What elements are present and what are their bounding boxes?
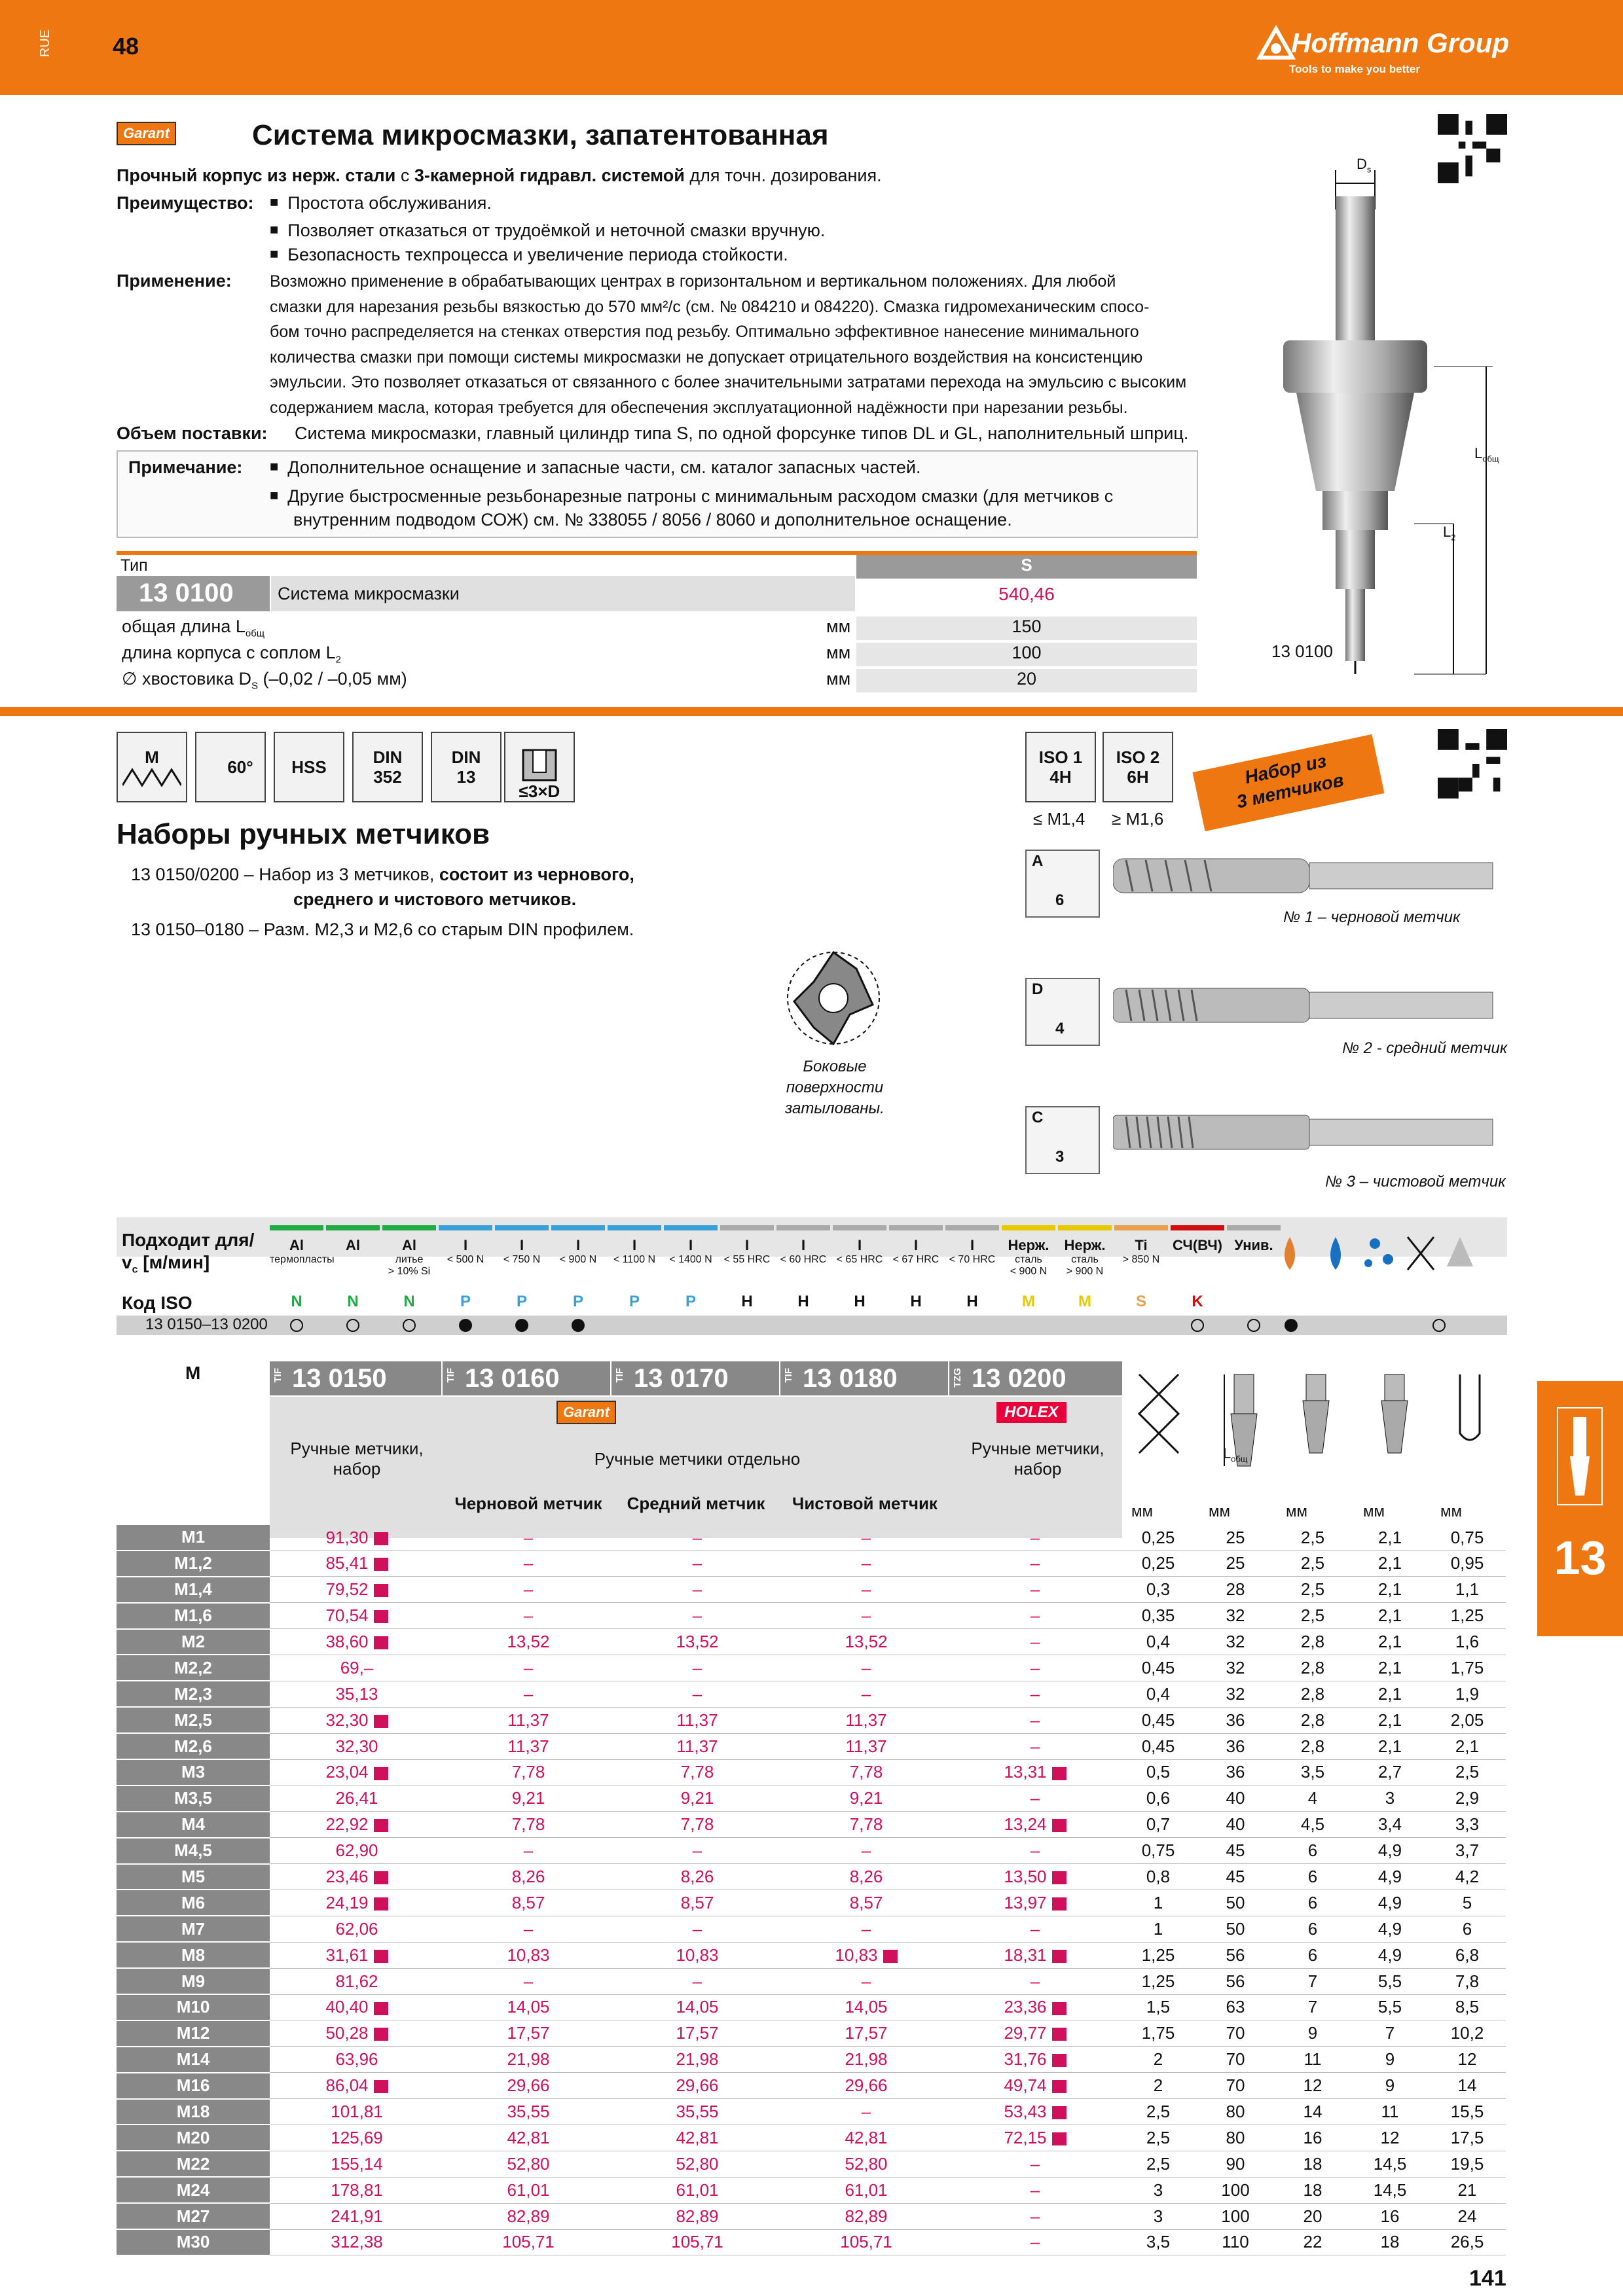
tap-cross-section-figure	[771, 942, 896, 1054]
iso-code: H	[741, 1293, 753, 1310]
thread-size: M22	[117, 2151, 270, 2177]
section1-lead: Прочный корпус из нерж. стали с 3-камерной гидравл. системой для точн. дозирования.	[117, 166, 882, 185]
chapter-tab[interactable]	[1537, 1381, 1623, 1636]
material-column: I < 65 HRC	[833, 1225, 886, 1296]
iso1-tolerance-icon: ISO 1 4H	[1025, 732, 1096, 802]
application-text: Возможно применение в обрабатывающих центрах в горизонтальном и вертикальном положениях. Для любой смазки для нарезания резьбы вязкостью до 570 мм²/с (см. № 084210 и 084220). Смазка гидромеханическим спосо- бом точно распределяется на стенках отверстия под резьбу. Оптимально эффективное нанесение минимального количества смазки при помощи системы микросмазки не допускает отрицательного воздействия на консистенцию эмульсии. Это позволяет отказаться от связанного с более значительными затратами перехода на эмульсию с высоким содержанием масла, которая требуется для обеспечения эксплуатационной надёжности при нарезании резьбы.	[270, 272, 1187, 417]
suitability-dot	[515, 1319, 528, 1332]
application-label: Применение:	[117, 271, 232, 291]
spec-type-row: Тип S	[117, 551, 1197, 579]
iso-code: S	[1135, 1293, 1146, 1310]
suitability-dot	[290, 1319, 303, 1332]
tap-chapter-icon	[1557, 1407, 1603, 1505]
thread-size: M16	[117, 2073, 270, 2099]
note-item: ■ Другие быстросменные резьбонарезные патроны с минимальным расходом смазки (для метчиков с	[270, 484, 1113, 509]
thread-size: M3	[117, 1759, 270, 1785]
table-row: M14 63,96 21,98 21,98 21,98 31,76 2 70 11 9 12	[117, 2047, 1506, 2073]
tap-form-a-box: A 6	[1025, 850, 1100, 918]
holex-logo: HOLEX	[996, 1402, 1067, 1423]
thread-size: M8	[117, 1942, 270, 1968]
table-row: M27 241,91 82,89 82,89 82,89 – 3 100 20 16 24	[117, 2203, 1506, 2229]
advantage-item: ■ Позволяет отказаться от трудоёмкой и неточной смазки вручную.	[270, 219, 825, 243]
thread-size: M2,5	[117, 1707, 270, 1733]
lubricant-icons	[1277, 1230, 1473, 1276]
dimension-icons	[1126, 1361, 1512, 1492]
finish-header: Чистовой метчик	[792, 1494, 938, 1513]
iso-code: H	[797, 1293, 809, 1310]
iso-code: M	[1022, 1293, 1035, 1310]
material-column: I < 500 N	[439, 1225, 492, 1296]
table-row: M6 24,19 8,57 8,57 8,57 13,97 1 50 6 4,9 5	[117, 1890, 1506, 1916]
dim-l2-label: $L_2$	[1443, 524, 1456, 543]
page-number-right: 141	[1469, 2266, 1506, 2291]
advantage-item: ■ Безопасность техпроцесса и увеличение периода стойкости.	[270, 243, 788, 268]
note-item: ■ Дополнительное оснащение и запасные части, см. каталог запасных частей.	[270, 456, 921, 480]
table-row: M12 50,28 17,57 17,57 17,57 29,77 1,75 70 9 7 10,2	[117, 2020, 1506, 2047]
material-column: Ti > 850 N	[1114, 1225, 1168, 1296]
table-row: M4,5 62,90 – – – – 0,75 45 6 4,9 3,7	[117, 1838, 1506, 1864]
iso2-range: ≥ M1,6	[1112, 809, 1164, 829]
section1-title: Система микросмазки, запатентованная	[252, 119, 829, 151]
suitability-dot	[1191, 1319, 1204, 1332]
din-13-icon: DIN 13	[431, 732, 501, 802]
note-item-cont: внутренним подводом СОЖ) см. № 338055 / 8056 / 8060 и дополнительное оснащение.	[293, 510, 1012, 529]
advantage-item: ■ Простота обслуживания.	[270, 191, 492, 216]
thread-angle-icon: 60°	[195, 732, 266, 802]
lubricant-dot	[1432, 1319, 1446, 1332]
material-column: I < 55 HRC	[720, 1225, 774, 1296]
table-m-header: M	[185, 1363, 201, 1383]
dim-lobsch-label: $L_{общ}$	[1474, 445, 1499, 464]
qr-code-icon[interactable]	[1438, 114, 1507, 183]
thread-size: M24	[117, 2177, 270, 2203]
thread-size: M2	[117, 1629, 270, 1655]
holex-set-header: Ручные метчики, набор	[971, 1439, 1104, 1479]
spec-code-cell: 13 0100	[117, 576, 270, 611]
garant-logo: Garant	[556, 1401, 616, 1424]
material-column: СЧ(ВЧ)	[1171, 1225, 1224, 1296]
table-row: M22 155,14 52,80 52,80 52,80 – 2,5 90 18 14,5 19,5	[117, 2151, 1506, 2177]
spec-price: 540,46	[998, 584, 1055, 604]
brand-name: Hoffmann Group	[1291, 27, 1509, 58]
material-column: I < 900 N	[551, 1225, 605, 1296]
advantage-label: Преимущество:	[117, 193, 254, 213]
material-column: Al термопласты	[270, 1225, 323, 1296]
table-row: M30 312,38 105,71 105,71 105,71 – 3,5 110 22 18 26,5	[117, 2229, 1506, 2255]
material-column: Нерж. сталь < 900 N	[1002, 1225, 1055, 1296]
table-row: M5 23,46 8,26 8,26 8,26 13,50 0,8 45 6 4,9 4,2	[117, 1864, 1506, 1890]
scope-label: Объем поставки:	[117, 423, 268, 443]
figure-code-label: 13 0100	[1271, 641, 1333, 661]
units-row: мм мм мм мм мм	[1131, 1503, 1462, 1520]
tap-2-caption: № 2 - средний метчик	[1342, 1039, 1508, 1057]
material-column: Нерж. сталь > 900 N	[1058, 1225, 1112, 1296]
iso-code: N	[347, 1293, 359, 1310]
thread-size: M27	[117, 2203, 270, 2229]
table-row: M3,5 26,41 9,21 9,21 9,21 – 0,6 40 4 3 2,9	[117, 1785, 1506, 1812]
tap-form-d-box: D 4	[1025, 978, 1100, 1046]
table-row: M1,6 70,54 – – – – 0,35 32 2,5 2,1 1,25	[117, 1603, 1506, 1629]
suitability-dot	[572, 1319, 585, 1332]
table-row: M2 38,60 13,52 13,52 13,52 – 0,4 32 2,8 2,1 1,6	[117, 1629, 1506, 1655]
material-column: I < 1100 N	[608, 1225, 661, 1296]
section2-title: Наборы ручных метчиков	[117, 818, 490, 850]
table-row: M24 178,81 61,01 61,01 61,01 – 3 100 18 14,5 21	[117, 2177, 1506, 2203]
tap-intermediate-image	[1113, 978, 1506, 1030]
table-row: M1,4 79,52 – – – – 0,3 28 2,5 2,1 1,1	[117, 1577, 1506, 1603]
material-column: Унив.	[1227, 1225, 1281, 1296]
material-column: Al литье > 10% Si	[382, 1225, 436, 1296]
thread-size: M4,5	[117, 1838, 270, 1864]
article-code-header: TIF 13 0160	[443, 1361, 610, 1395]
set-line-1-cont: среднего и чистового метчиков.	[293, 889, 577, 909]
chapter-number: 13	[1554, 1532, 1607, 1585]
iso-code: N	[403, 1293, 415, 1310]
thread-size: M5	[117, 1864, 270, 1890]
article-code-header: TZG 13 0200	[949, 1361, 1122, 1395]
thread-size: M4	[117, 1812, 270, 1838]
dim-ds-label: $D_s$	[1357, 156, 1372, 175]
table-row: M8 31,61 10,83 10,83 10,83 18,31 1,25 56 6 4,9 6,8	[117, 1942, 1506, 1968]
single-header: Ручные метчики отдельно	[594, 1449, 801, 1469]
article-code-header: TIF 13 0170	[611, 1361, 779, 1395]
iso-code: N	[291, 1293, 302, 1310]
materials-label: Подходит для/ $v_c$ [м/мин]	[122, 1230, 255, 1276]
scope-text: Система микросмазки, главный цилиндр типа S, по одной форсунке типов DL и GL, наполнительный шприц.	[295, 423, 1189, 443]
table-row: M2,3 35,13 – – – – 0,4 32 2,8 2,1 1,9	[117, 1681, 1506, 1707]
table-row: M7 62,06 – – – – 1 50 6 4,9 6	[117, 1916, 1506, 1942]
thread-size: M10	[117, 1994, 270, 2020]
iso-code	[1227, 1293, 1281, 1315]
thread-size: M2,2	[117, 1655, 270, 1681]
thread-size: M1	[117, 1525, 270, 1551]
iso-code: H	[966, 1293, 978, 1310]
garant-logo: Garant	[117, 122, 176, 145]
material-column: I < 60 HRC	[776, 1225, 830, 1296]
iso-code: P	[572, 1293, 583, 1310]
thread-size: M18	[117, 2099, 270, 2125]
table-row: M16 86,04 29,66 29,66 29,66 49,74 2 70 12 9 14	[117, 2073, 1506, 2099]
article-code-header: TIF 13 0180	[780, 1361, 948, 1395]
suitability-dot	[346, 1319, 359, 1332]
tap-3-caption: № 3 – чистовой метчик	[1325, 1173, 1506, 1191]
hoffmann-logo-icon	[1256, 25, 1296, 62]
iso-code: P	[629, 1293, 640, 1310]
table-row: M1 91,30 – – – – 0,25 25 2,5 2,1 0,75	[117, 1525, 1506, 1551]
lobsch-label: $L_{общ}$	[1223, 1445, 1248, 1464]
table-row: M9 81,62 – – – – 1,25 56 7 5,5 7,8	[117, 1968, 1506, 1994]
spec-row-length: общая длина $L_{общ}$ мм 150	[117, 614, 1197, 640]
rough-header: Черновой метчик	[454, 1494, 602, 1513]
table-row: M18 101,81 35,55 35,55 – 53,43 2,5 80 14 11 15,5	[117, 2099, 1506, 2125]
material-column: I < 1400 N	[664, 1225, 718, 1296]
spec-code-row: 13 0100 Система микросмазки 540,46	[117, 576, 1197, 611]
iso-code: P	[685, 1293, 696, 1310]
iso-code: P	[460, 1293, 471, 1310]
table-row: M2,2 69,– – – – – 0,45 32 2,8 2,1 1,75	[117, 1655, 1506, 1681]
spec-row-shank: ∅ хвостовика $D_S$ (–0,02 / –0,05 мм) мм 20	[117, 666, 1197, 692]
thread-size: M30	[117, 2229, 270, 2255]
range-row: 13 0150–13 0200	[117, 1316, 1507, 1335]
material-column: I < 750 N	[495, 1225, 549, 1296]
tap-roughing-image	[1113, 848, 1506, 901]
iso-code: P	[516, 1293, 527, 1310]
iso-code: H	[854, 1293, 866, 1310]
lubricant-dot	[1285, 1319, 1298, 1332]
suitability-dot	[1247, 1319, 1260, 1332]
thread-size: M12	[117, 2020, 270, 2047]
table-row: M4 22,92 7,78 7,78 7,78 13,24 0,7 40 4,5 3,4 3,3	[117, 1812, 1506, 1838]
iso-code: K	[1192, 1293, 1203, 1310]
table-row: M10 40,40 14,05 14,05 14,05 23,36 1,5 63 7 5,5 8,5	[117, 1994, 1506, 2020]
set-header: Ручные метчики, набор	[290, 1439, 424, 1479]
din-352-icon: DIN 352	[352, 732, 423, 802]
mid-header: Средний метчик	[627, 1494, 765, 1513]
thread-size: M14	[117, 2047, 270, 2073]
material-column: I < 70 HRC	[945, 1225, 999, 1296]
tap-form-c-box: C 3	[1025, 1106, 1100, 1174]
tap-price-table	[117, 1525, 1506, 2256]
thread-size: M2,6	[117, 1733, 270, 1759]
set-of-3-badge: Набор из 3 метчиков	[1192, 734, 1384, 831]
iso-code: M	[1078, 1293, 1091, 1310]
table-row: M3 23,04 7,78 7,78 7,78 13,31 0,5 36 3,5 2,7 2,5	[117, 1759, 1506, 1785]
tap-finishing-image	[1113, 1105, 1506, 1157]
thread-size: M3,5	[117, 1785, 270, 1812]
page-number-left: 48	[113, 33, 139, 60]
set-line-2: 13 0150–0180 – Разм. M2,3 и M2,6 со старым DIN профилем.	[131, 920, 634, 939]
table-row: M2,6 32,30 11,37 11,37 11,37 – 0,45 36 2,8 2,1 2,1	[117, 1733, 1506, 1759]
thread-size: M1,4	[117, 1577, 270, 1603]
material-column: I < 67 HRC	[889, 1225, 943, 1296]
material-column: Al	[326, 1225, 380, 1296]
iso2-tolerance-icon: ISO 2 6H	[1103, 732, 1173, 802]
thread-size: M1,6	[117, 1603, 270, 1629]
hss-material-icon: HSS	[274, 732, 344, 802]
iso-code-label: Код ISO	[122, 1293, 192, 1313]
thread-size: M2,3	[117, 1681, 270, 1707]
thread-size: M1,2	[117, 1551, 270, 1577]
depth-3xd-icon: ≤3×D	[504, 732, 575, 802]
suitability-dot	[459, 1319, 472, 1332]
section-divider	[0, 707, 1623, 716]
thread-size: M9	[117, 1968, 270, 1994]
page-header	[0, 0, 1623, 95]
table-row: M20 125,69 42,81 42,81 42,81 72,15 2,5 80 16 12 17,5	[117, 2125, 1506, 2151]
table-row: M2,5 32,30 11,37 11,37 11,37 – 0,45 36 2,8 2,1 2,05	[117, 1707, 1506, 1733]
article-code-header: TIF 13 0150	[270, 1361, 441, 1395]
tap-1-caption: № 1 – черновой метчик	[1283, 908, 1461, 926]
brand-tagline: Tools to make you better	[1289, 63, 1420, 75]
metric-thread-icon: M	[117, 732, 187, 802]
side-caption: Боковые поверхности затылованы.	[785, 1058, 884, 1117]
thread-size: M7	[117, 1916, 270, 1942]
table-row: M1,2 85,41 – – – – 0,25 25 2,5 2,1 0,95	[117, 1551, 1506, 1577]
iso-code: H	[910, 1293, 922, 1310]
thread-size: M20	[117, 2125, 270, 2151]
thread-size: M6	[117, 1890, 270, 1916]
iso1-range: ≤ M1,4	[1033, 809, 1085, 829]
suitability-dot	[403, 1319, 416, 1332]
spec-row-body-length: длина корпуса с соплом $L_2$ мм 100	[117, 640, 1197, 666]
micro-lubrication-figure	[1270, 151, 1519, 694]
qr-code-icon[interactable]	[1438, 729, 1507, 798]
note-label: Примечание:	[128, 457, 243, 477]
set-line-1: 13 0150/0200 – Набор из 3 метчиков, состоит из чернового,	[131, 865, 634, 884]
language-code: RUE	[38, 29, 52, 58]
